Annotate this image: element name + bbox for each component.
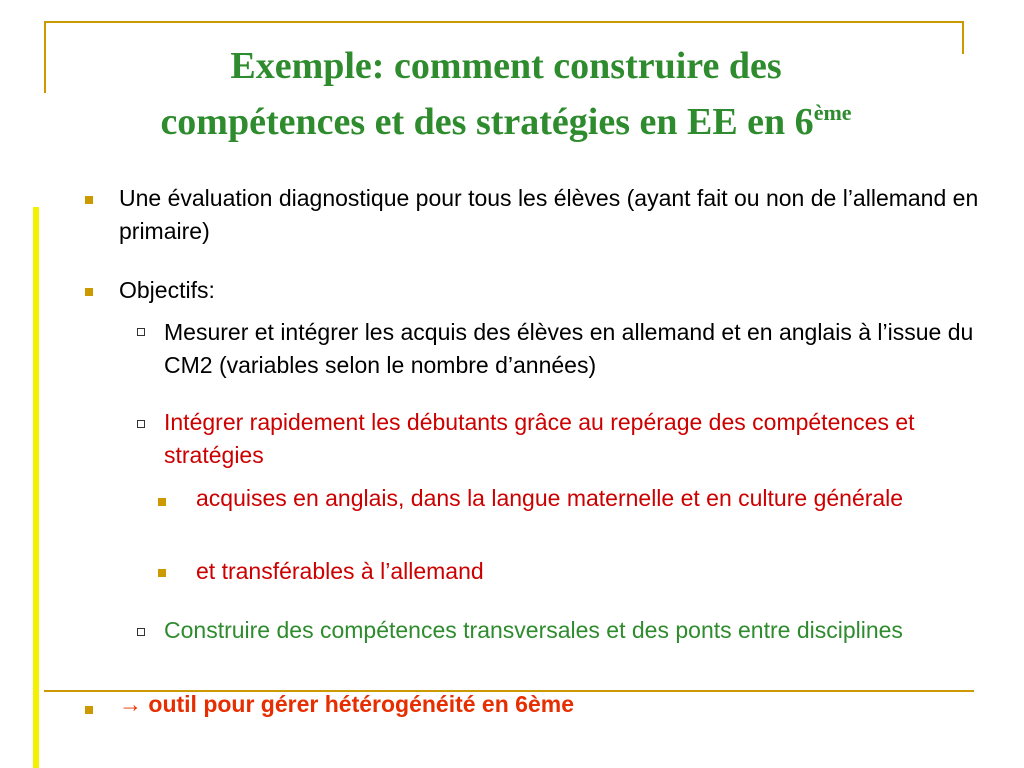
square-bullet-icon [158, 569, 166, 577]
hollow-square-bullet-icon [137, 420, 145, 428]
slide-title-line-2 [50, 94, 962, 150]
slide-title-superscript: ème [813, 100, 852, 125]
list-item [119, 274, 999, 307]
square-bullet-icon [158, 498, 166, 506]
hollow-square-bullet-icon [137, 328, 145, 336]
left-accent-bar [33, 207, 39, 768]
list-item [164, 406, 924, 472]
list-item-text: Objectifs: [119, 277, 215, 303]
list-item-text: Une évaluation diagnostique pour tous les élèves (ayant fait ou non de l’allemand en primaire) [119, 185, 979, 244]
slide-title-line-1: Exemple: comment construire des [230, 45, 782, 87]
slide-title [50, 38, 962, 150]
right-corner-line [962, 21, 964, 54]
list-item [164, 614, 964, 647]
top-divider-line [44, 21, 964, 23]
list-item [164, 316, 1016, 382]
list-item-text: et transférables à l’allemand [196, 558, 484, 584]
list-item [196, 482, 966, 515]
list-item-text: Construire des compétences transversales et des ponts entre disciplines [164, 617, 903, 643]
left-corner-line [44, 21, 46, 93]
square-bullet-icon [85, 196, 93, 204]
hollow-square-bullet-icon [137, 628, 145, 636]
square-bullet-icon [85, 706, 93, 714]
conclusion-text: → outil pour gérer hétérogénéité en 6ème [119, 691, 574, 717]
list-item-text: acquises en anglais, dans la langue maternelle et en culture générale [196, 485, 904, 511]
list-item-text: Mesurer et intégrer les acquis des élèves en allemand et en anglais à l’issue du CM2 (variables selon le nombre d’années) [164, 319, 974, 378]
list-item [119, 182, 1014, 248]
square-bullet-icon [85, 288, 93, 296]
list-item-text: Intégrer rapidement les débutants grâce au repérage des compétences et stratégies [164, 409, 915, 468]
conclusion-item [119, 688, 999, 721]
list-item [196, 555, 966, 588]
slide-title-line-2-text: compétences et des stratégies en EE en 6 [160, 101, 814, 143]
